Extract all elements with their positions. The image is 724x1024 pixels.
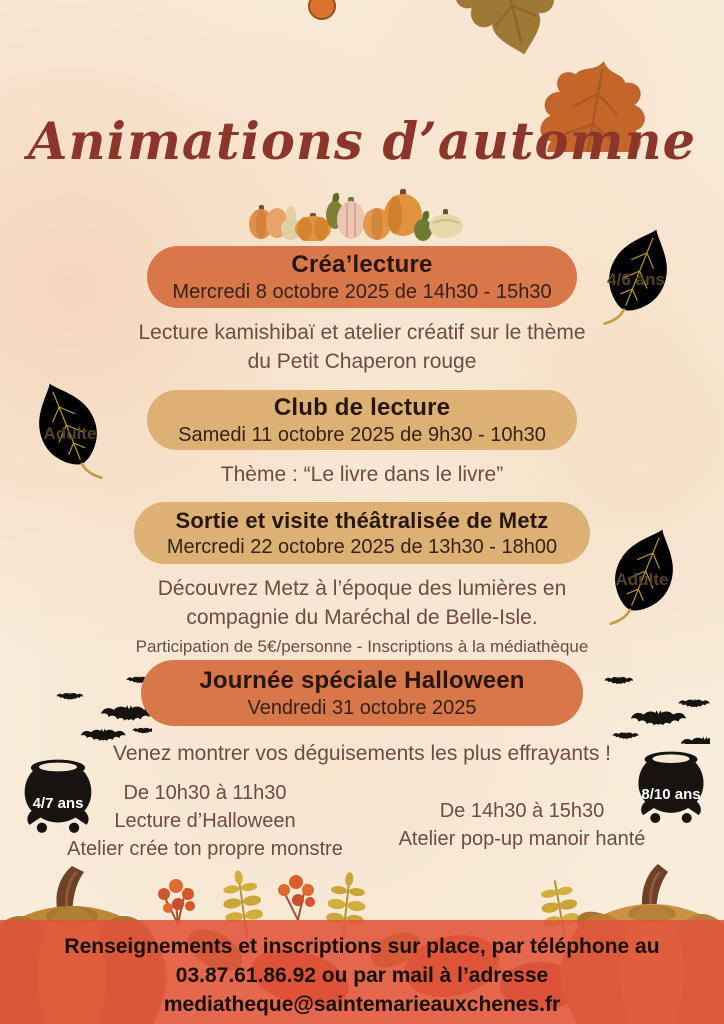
contact-info	[0, 920, 724, 1019]
contact-line-2-phone: 03.87.61.86.92 ou par mail à l’adresse	[175, 964, 549, 987]
age-badge-adulte-right	[604, 524, 680, 636]
event-title: Club de lecture	[273, 393, 451, 421]
event-description: Lecture kamishibaï et atelier créatif sur le thème du Petit Chaperon rouge	[138, 321, 586, 373]
event-pill	[134, 502, 590, 564]
event-note: Participation de 5€/personne - Inscriptions à la médiathèque	[135, 637, 589, 656]
session-time: De 14h30 à 15h30	[439, 800, 605, 822]
cauldron-age-label: 4/7 ans	[32, 795, 84, 813]
event-description: Thème : “Le livre dans le livre”	[220, 463, 504, 486]
event-date: Mercredi 8 octobre 2025 de 14h30 - 15h30	[172, 280, 552, 303]
age-badge-label: Adulte	[615, 570, 669, 589]
session-activity: Lecture d’Halloween	[114, 810, 296, 832]
session-time: De 10h30 à 11h30	[123, 782, 287, 804]
contact-line-1: Renseignements et inscriptions sur place, par téléphone au	[64, 935, 660, 958]
event-title: Journée spéciale Halloween	[199, 666, 525, 694]
event-pill	[147, 390, 577, 450]
event-date: Mercredi 22 octobre 2025 de 13h30 - 18h00	[166, 535, 558, 558]
age-badge-label: 4/6 ans	[607, 270, 665, 289]
session-activity: Atelier crée ton propre monstre	[67, 838, 343, 860]
event-pill	[141, 660, 583, 726]
event-pill	[147, 246, 577, 308]
contact-banner	[0, 920, 724, 1024]
contact-line-3-email: mediatheque@saintemarieauxchenes.fr	[163, 993, 561, 1016]
event-date: Samedi 11 octobre 2025 de 9h30 - 10h30	[178, 423, 546, 446]
event-title: Créa’lecture	[291, 250, 433, 278]
session-activity: Atelier pop-up manoir hanté	[398, 828, 646, 850]
pumpkins-row-icon	[247, 187, 477, 241]
event-title: Sortie et visite théâtralisée de Metz	[175, 507, 549, 533]
event-halloween	[0, 660, 724, 768]
age-badge-label: Adulte	[43, 424, 97, 443]
age-badge-adulte-left	[32, 378, 108, 490]
halloween-session-afternoon	[372, 797, 672, 853]
event-description: Venez montrer vos déguisements les plus effrayants !	[112, 742, 612, 765]
event-date: Vendredi 31 octobre 2025	[247, 696, 477, 719]
cauldron-age-label: 8/10 ans	[641, 786, 701, 804]
age-badge-4-6-ans	[598, 224, 674, 336]
poster-title: Animations d’automne	[27, 112, 697, 172]
event-description: Découvrez Metz à l’époque des lumières en compagnie du Maréchal de Belle-Isle.	[157, 577, 567, 629]
